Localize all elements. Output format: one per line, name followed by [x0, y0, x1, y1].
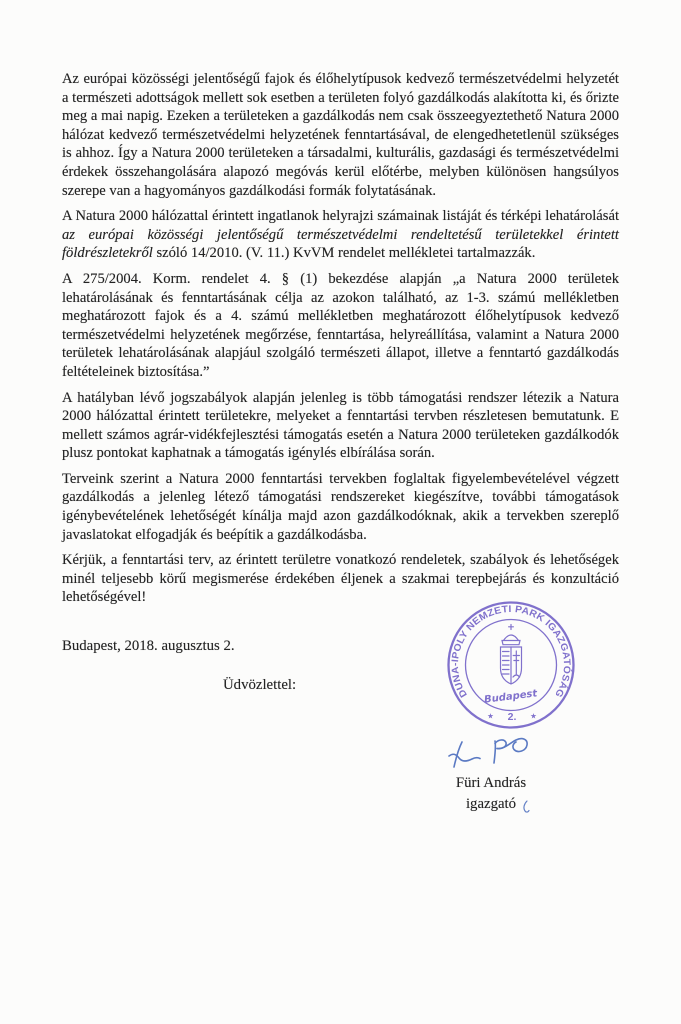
official-stamp [444, 598, 578, 732]
paragraph-2-start: A Natura 2000 hálózattal érintett ingatlanok helyrajzi számainak listáját és térképi lehatárolását [62, 208, 619, 225]
stamp-star-left-icon: ★ [487, 711, 494, 721]
stamp-number-text: 2. [507, 711, 517, 723]
signature-scribble [446, 736, 541, 778]
signatory-title: igazgató [465, 796, 517, 812]
stamp-city-text: Budapest [483, 688, 538, 706]
paragraph-2 [62, 207, 619, 263]
letter-body [62, 70, 619, 614]
ink-mark-icon [519, 799, 531, 815]
closing-salutation: Üdvözlettel: [223, 677, 297, 693]
paragraph-2-decree-title: az európai közösségi jelentőségű természetvédelmi rendeltetésű területekkel érintett földrészletekről [62, 226, 619, 262]
stamp-star-right-icon: ★ [530, 711, 537, 721]
paragraph-4: A hatályban lévő jogszabályok alapján jelenleg is több támogatási rendszer létezik a Natura 2000 hálózattal érintett területekre, melyeket a fenntartási tervben részletesen bemutatunk. E mellett számos agrár-vidékfejlesztési támogatás esetén a Natura 2000 területeken gazdálkodók plusz pontokat kaphatnak a támogatás igénylés elbírálása során. [62, 389, 619, 462]
signatory-name: Füri András [455, 775, 527, 791]
coat-of-arms-icon [501, 625, 522, 685]
paragraph-3: A 275/2004. Korm. rendelet 4. § (1) bekezdése alapján „a Natura 2000 területek lehatárolásának és fenntartásának célja az azokon található, az 1-3. számú mellékletben meghatározott fajok és a 4. számú mellékletben meghatározott élőhelytípusok kedvező természetvédelmi helyzetének megőrzése, fenntartása, helyreállítása, valamint a Natura 2000 területek lehatárolásának alapjául szolgáló természeti állapot, illetve a fenntartó gazdálkodás feltételeinek biztosítása.” [62, 270, 619, 380]
stamp-graphic [444, 598, 578, 732]
paragraph-2-end: szóló 14/2010. (V. 11.) KvVM rendelet mellékletei tartalmazzák. [152, 245, 536, 262]
date-line: Budapest, 2018. augusztus 2. [62, 638, 235, 654]
signature-ink-icon [446, 736, 541, 778]
paragraph-5: Terveink szerint a Natura 2000 fenntartási tervekben foglaltak figyelembevételével végzett gazdálkodás a jelenleg létező támogatási rendszereket kiegészítve, további támogatások igénybevételének lehetőségét kínálja majd azon gazdálkodóknak, akik a tervekben szereplő javaslatokat elfogadják és beépítik a gazdálkodásba. [62, 470, 619, 543]
paragraph-1: Az európai közösségi jelentőségű fajok és élőhelytípusok kedvező természetvédelmi helyzetét a természeti adottságok mellett sok esetben a területen folyó gazdálkodás alakította ki, és őrizte meg a mai napig. Ezeken a területeken a gazdálkodás nem csak összeegyeztethető Natura 2000 hálózat kedvező természetvédelmi helyzetének fenntartásával, de elengedhetetlenül szükséges is ahhoz. Így a Natura 2000 területeken a társadalmi, kulturális, gazdasági és természetvédelmi érdekek összehangolására alapozó megóvás kerül előtérbe, melyben különösen hangsúlyos szerepe van a hagyományos gazdálkodási formák folytatásának. [62, 71, 619, 199]
signatory-block [430, 773, 552, 815]
paragraph-6: Kérjük, a fenntartási terv, az érintett területre vonatkozó rendeletek, szabályok és lehetőségek minél teljesebb körű megismerése érdekében éljenek a szakmai terepbejárás és konzultáció lehetőségével! [62, 552, 619, 606]
stamp-ring-text: DUNA-IPOLY NEMZETI PARK IGAZGATÓSÁG [449, 603, 573, 700]
